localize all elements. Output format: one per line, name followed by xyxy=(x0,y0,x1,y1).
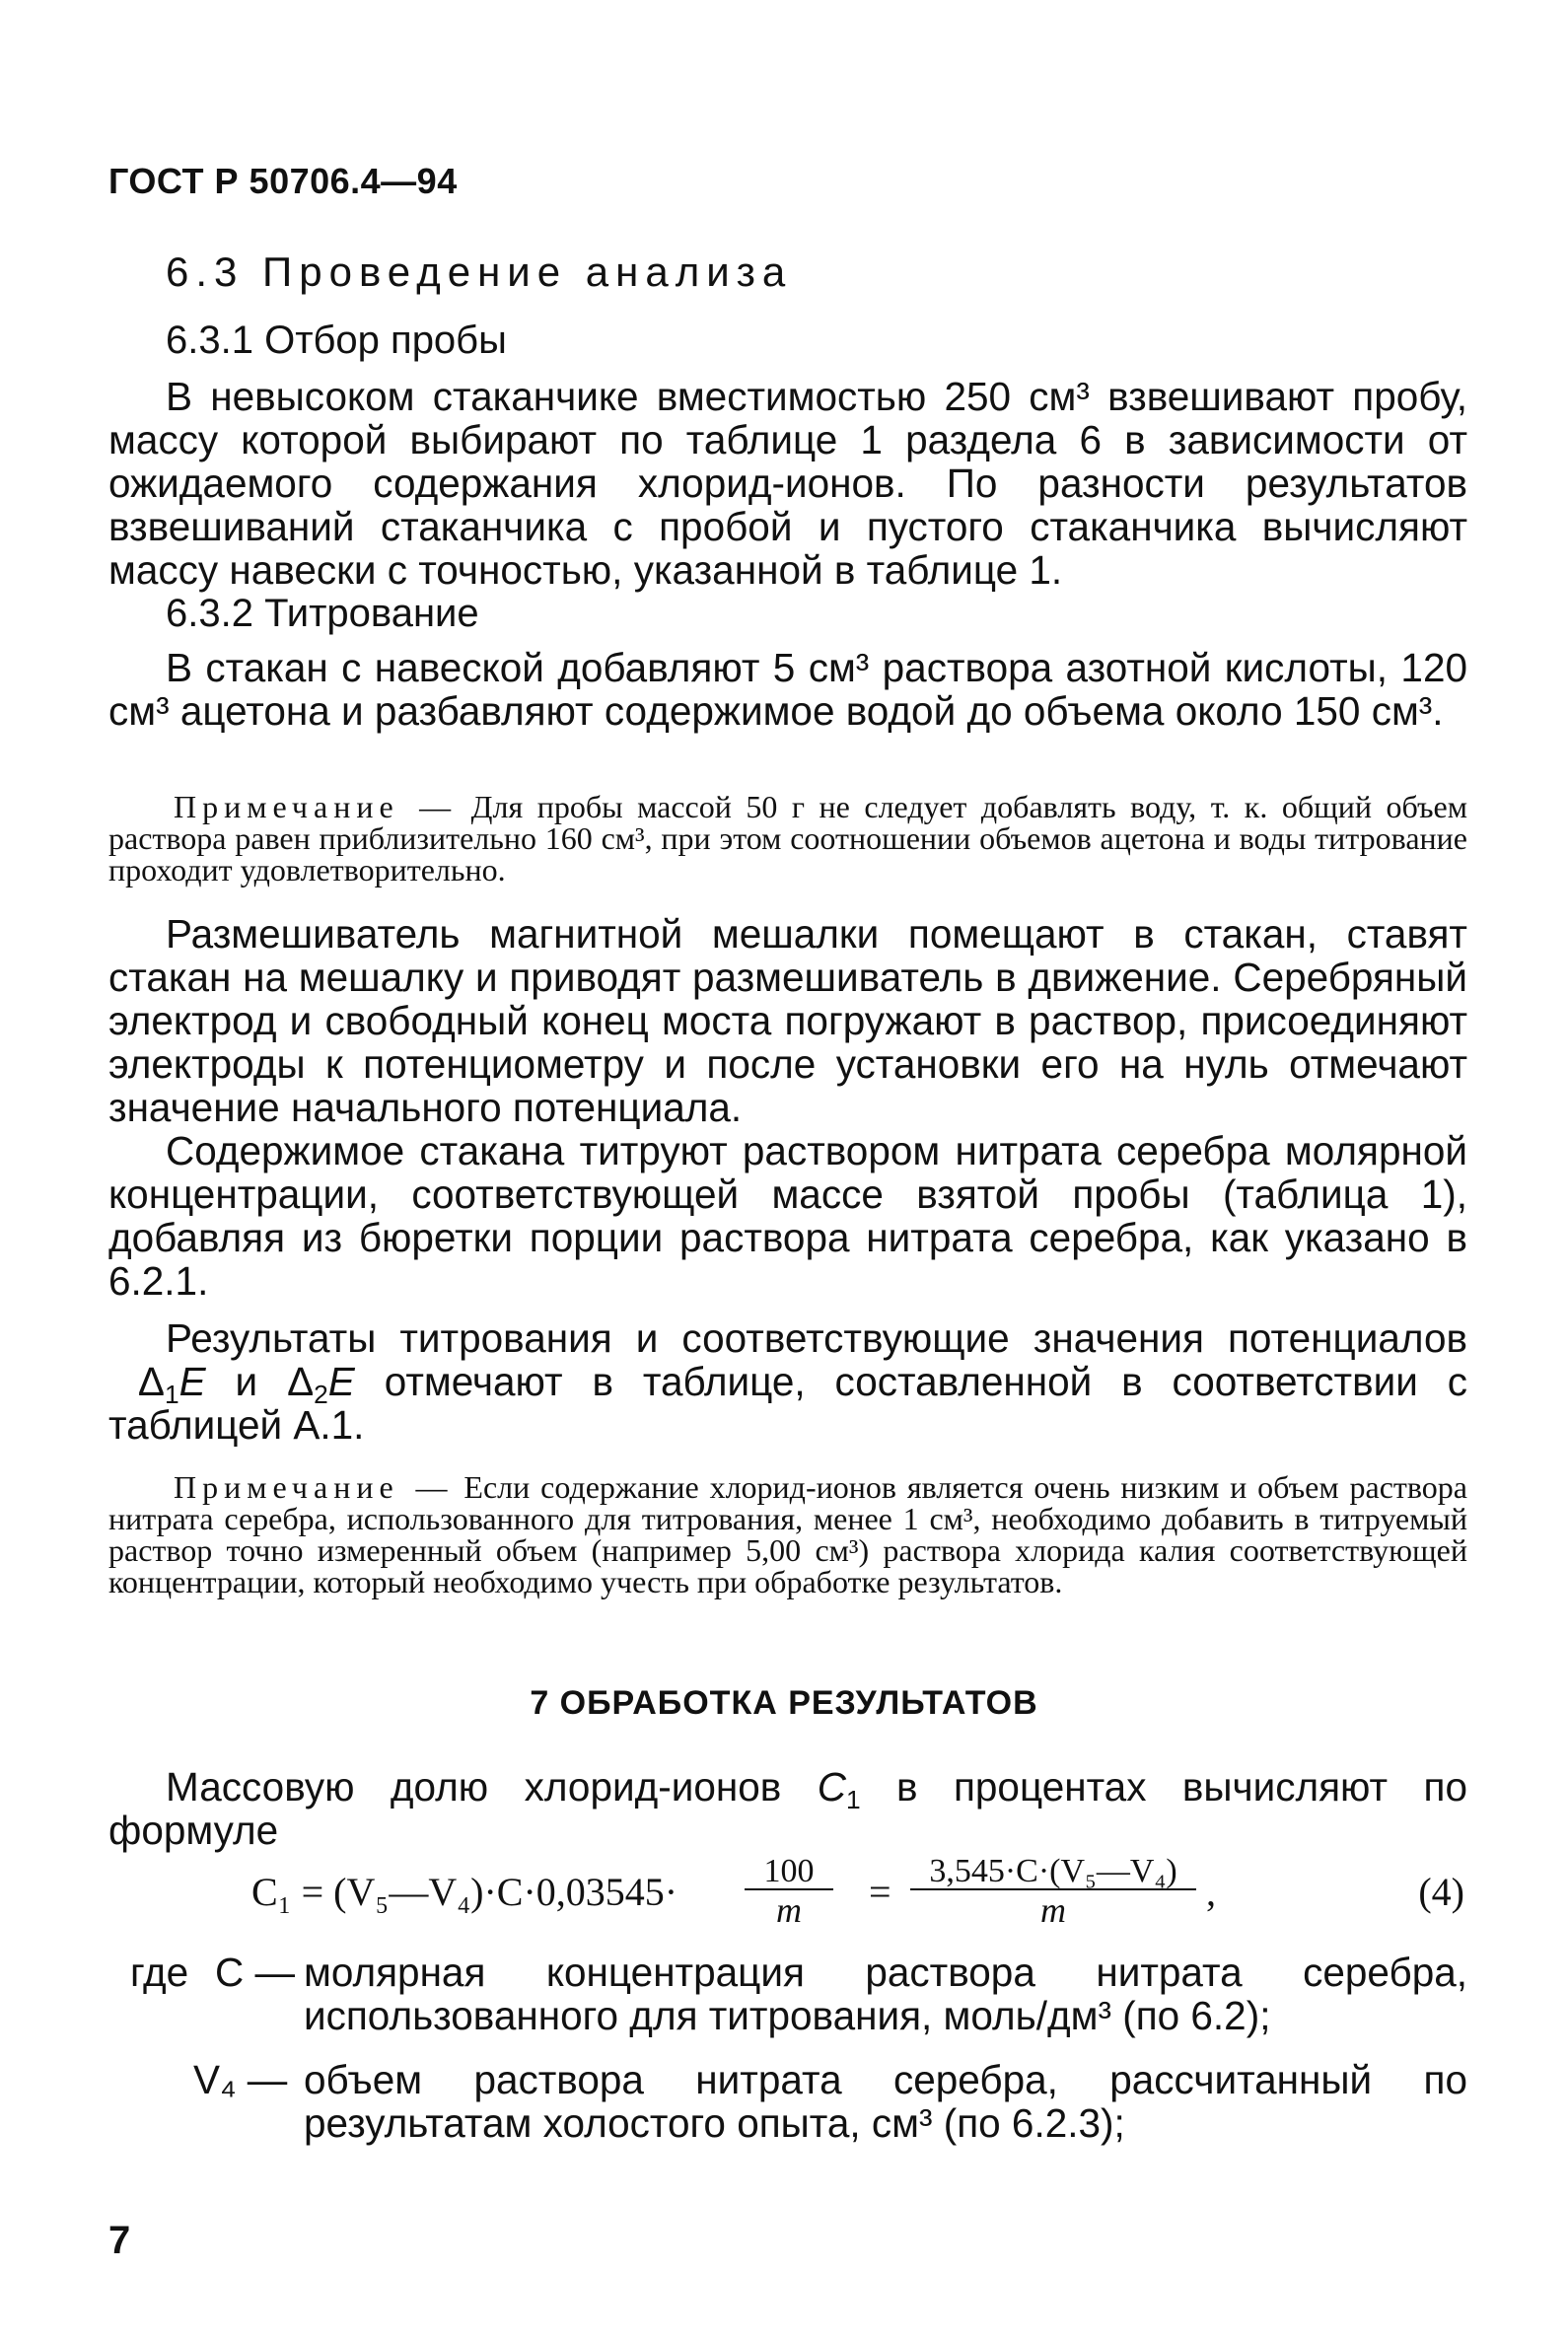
subsection-heading-6-3-2: 6.3.2 Титрование xyxy=(166,592,479,635)
note-1-label: Примечание — xyxy=(174,789,458,824)
formula-number: (4) xyxy=(1418,1870,1464,1914)
results-text-b: отмечают в таблице, составленной в соответствии с таблицей А.1. xyxy=(108,1359,1467,1448)
page-number: 7 xyxy=(108,2219,131,2262)
fraction-1-numerator: 100 xyxy=(745,1855,833,1890)
delta-1-e: $\Delta_1E$ xyxy=(137,1359,206,1409)
results-and: и xyxy=(235,1359,258,1404)
formula-comma: , xyxy=(1206,1870,1216,1914)
fraction-1-denominator: m xyxy=(776,1890,802,1930)
definition-term-c: C — xyxy=(215,1950,295,1995)
formula-intro: Массовую долю хлорид-ионов $C_1$ в процентах вычисляют по формуле xyxy=(108,1764,1467,1853)
stirrer-paragraph: Размешиватель магнитной мешалки помещают в стакан, ставят стакан на мешалку и приводят размешиватель в движение. Серебряный электрод и свободный конец моста погружают в раствор, присоединяют электроды к потенциометру и после установки его на нуль отмечают значение начального потенциала. xyxy=(108,911,1467,1130)
c1-symbol: C xyxy=(817,1764,846,1810)
note-2-label: Примечание — xyxy=(174,1469,454,1505)
note-2 xyxy=(108,1471,1467,1597)
note-1-text: Для пробы массой 50 г не следует добавлять воду, т. к. общий объем раствора равен приблизительно 160 см³, при этом соотношении объемов ацетона и воды титрование проходит удовлетворительно. xyxy=(108,789,1468,887)
formula-intro-a: Массовую долю хлорид-ионов xyxy=(166,1764,782,1810)
standard-designation: ГОСТ Р 50706.4—94 xyxy=(108,161,458,201)
formula-4 xyxy=(251,1853,1474,1940)
note-1 xyxy=(108,791,1467,886)
fraction-1 xyxy=(745,1855,833,1930)
delta-2-e: $\Delta_2E$ xyxy=(287,1359,355,1409)
titration-paragraph: В стакан с навеской добавляют 5 см³ раствора азотной кислоты, 120 см³ ацетона и разбавляют содержимое водой до объема около 150 см³. xyxy=(108,645,1467,734)
formula-equals: = xyxy=(869,1870,891,1914)
where-word: где xyxy=(130,1950,189,1995)
contents-paragraph: Содержимое стакана титруют раствором нитрата серебра молярной концентрации, соответствующей массе взятой пробы (таблица 1), добавляя из бюретки порции раствора нитрата серебра, как указано в 6.2.1. xyxy=(108,1128,1467,1304)
note-2-text: Если содержание хлорид-ионов является очень низким и объем раствора нитрата серебра, использованного для титрования, менее 1 см³, необходимо добавить в титруемый раствор точно измеренный объем (например 5,00 см³) раствора хлорида калия соответствующей концентрации, который необходимо учесть при обработке результатов. xyxy=(108,1469,1467,1599)
results-paragraph xyxy=(108,1316,1467,1447)
sampling-paragraph: В невысоком стаканчике вместимостью 250 см³ взвешивают пробу, массу которой выбирают по таблице 1 раздела 6 в зависимости от ожидаемого содержания хлорид-ионов. По разности результатов взвешиваний стаканчика с пробой и пустого стаканчика вычисляют массу навески с точностью, указанной в таблице 1. xyxy=(108,374,1467,593)
fraction-2-numerator: 3,545·C·(V₅—V₄) xyxy=(910,1855,1196,1890)
fraction-2 xyxy=(910,1855,1196,1930)
formula-intro-b: в процентах вычисляют по формуле xyxy=(108,1764,1467,1853)
results-text-a: Результаты титрования и соответствующие значения потенциалов xyxy=(166,1315,1467,1361)
formula-lhs: C₁ = (V₅—V₄)·C·0,03545· xyxy=(251,1870,678,1914)
subsection-heading-6-3-1: 6.3.1 Отбор пробы xyxy=(166,319,507,362)
fraction-2-denominator: m xyxy=(1040,1890,1066,1930)
section-heading-6-3: 6.3 Проведение анализа xyxy=(166,248,793,295)
definition-term-v4: V₄ — xyxy=(193,2057,288,2102)
definition-text-c: молярная концентрация раствора нитрата серебра, использованного для титрования, моль/дм³ (по 6.2); xyxy=(304,1950,1467,2038)
section-heading-7: 7 ОБРАБОТКА РЕЗУЛЬТАТОВ xyxy=(530,1684,1038,1722)
definition-text-v4: объем раствора нитрата серебра, рассчитанный по результатам холостого опыта, см³ (по 6.2.3); xyxy=(304,2057,1467,2146)
